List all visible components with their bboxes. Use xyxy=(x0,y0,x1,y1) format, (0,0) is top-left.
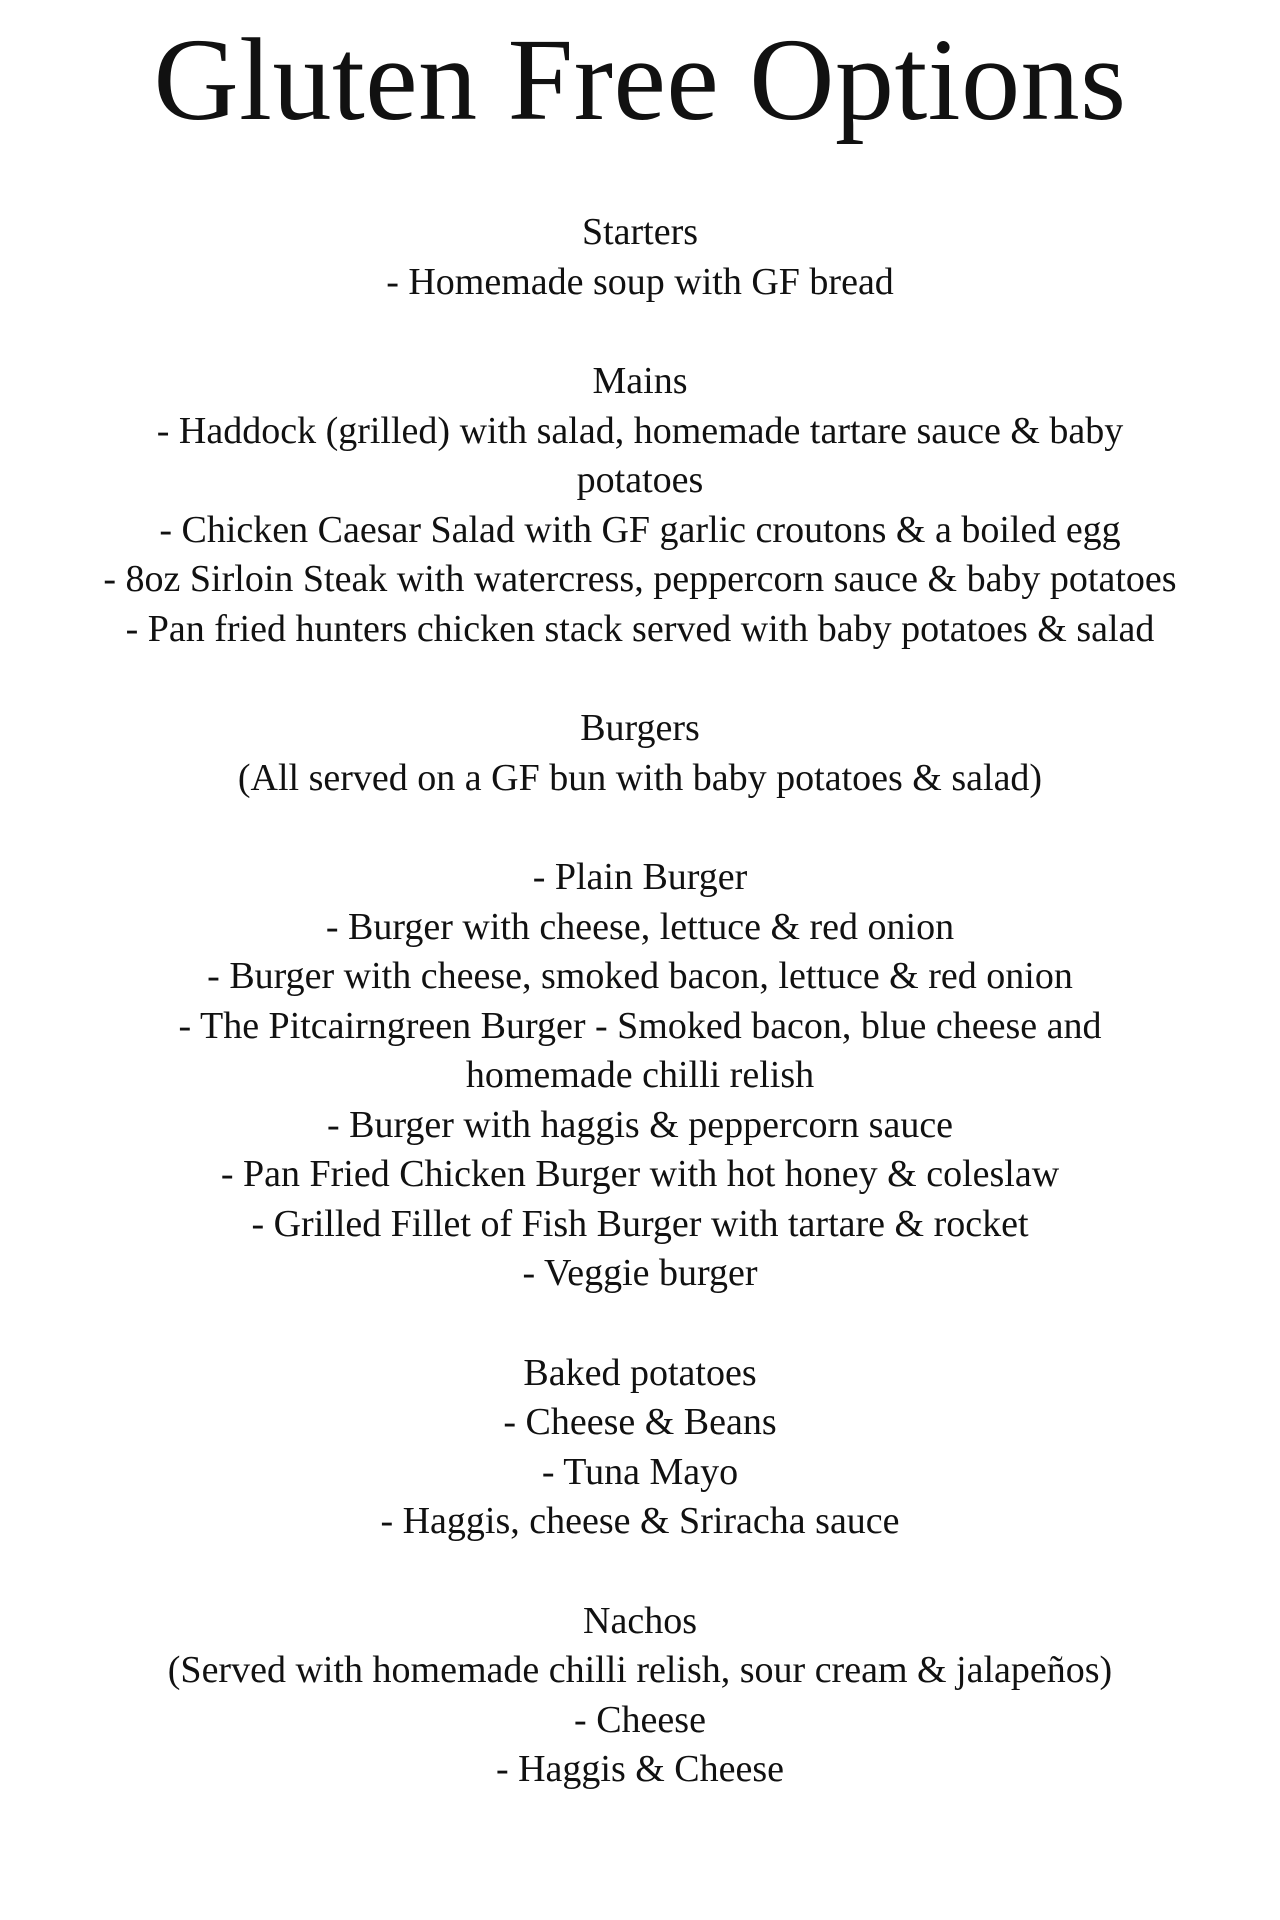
menu-item: - Haggis & Cheese xyxy=(495,1748,785,1790)
starters-heading: Starters xyxy=(581,211,699,253)
menu-item: - Pan fried hunters chicken stack served with baby potatoes & salad xyxy=(125,607,1155,650)
page-title: Gluten Free Options xyxy=(153,14,1127,145)
mains-heading: Mains xyxy=(592,360,688,402)
menu-item: - Cheese & Beans xyxy=(503,1401,777,1443)
menu-item-continuation: homemade chilli relish xyxy=(465,1054,815,1096)
mains-section xyxy=(20,357,1260,654)
nachos-note: (Served with homemade chilli relish, sour cream & jalapeños) xyxy=(167,1649,1113,1691)
burgers-section xyxy=(20,704,1260,803)
menu-item: - Veggie burger xyxy=(522,1252,758,1294)
menu-item: - Haggis, cheese & Sriracha sauce xyxy=(380,1500,900,1542)
menu-item-continuation: potatoes xyxy=(576,459,704,501)
menu-item: - Burger with cheese, smoked bacon, lettuce & red onion xyxy=(207,955,1073,997)
menu-item: - Pan Fried Chicken Burger with hot honey & coleslaw xyxy=(220,1153,1060,1195)
menu-body xyxy=(20,208,1260,1795)
baked-potatoes-heading: Baked potatoes xyxy=(523,1351,757,1394)
menu-item: - Haddock (grilled) with salad, homemade tartare sauce & baby xyxy=(156,409,1124,452)
menu-item: - The Pitcairngreen Burger - Smoked bacon, blue cheese and xyxy=(178,1004,1102,1047)
starters-section xyxy=(20,208,1260,307)
baked-potatoes-section xyxy=(20,1349,1260,1547)
nachos-section xyxy=(20,1597,1260,1795)
menu-item: - Plain Burger xyxy=(532,856,748,898)
menu-item: - Burger with haggis & peppercorn sauce xyxy=(326,1103,954,1146)
menu-item: - 8oz Sirloin Steak with watercress, peppercorn sauce & baby potatoes xyxy=(103,558,1177,600)
menu-item: - Homemade soup with GF bread xyxy=(386,260,894,303)
menu-item: - Tuna Mayo xyxy=(541,1450,739,1493)
burgers-list xyxy=(20,853,1260,1299)
nachos-heading: Nachos xyxy=(583,1599,697,1642)
menu-item: - Burger with cheese, lettuce & red onion xyxy=(325,905,955,948)
menu-item: - Chicken Caesar Salad with GF garlic croutons & a boiled egg xyxy=(159,508,1121,551)
burgers-heading: Burgers xyxy=(580,707,700,749)
burgers-note: (All served on a GF bun with baby potatoes & salad) xyxy=(237,756,1043,799)
menu-item: - Cheese xyxy=(574,1698,706,1741)
menu-item: - Grilled Fillet of Fish Burger with tartare & rocket xyxy=(251,1202,1029,1245)
